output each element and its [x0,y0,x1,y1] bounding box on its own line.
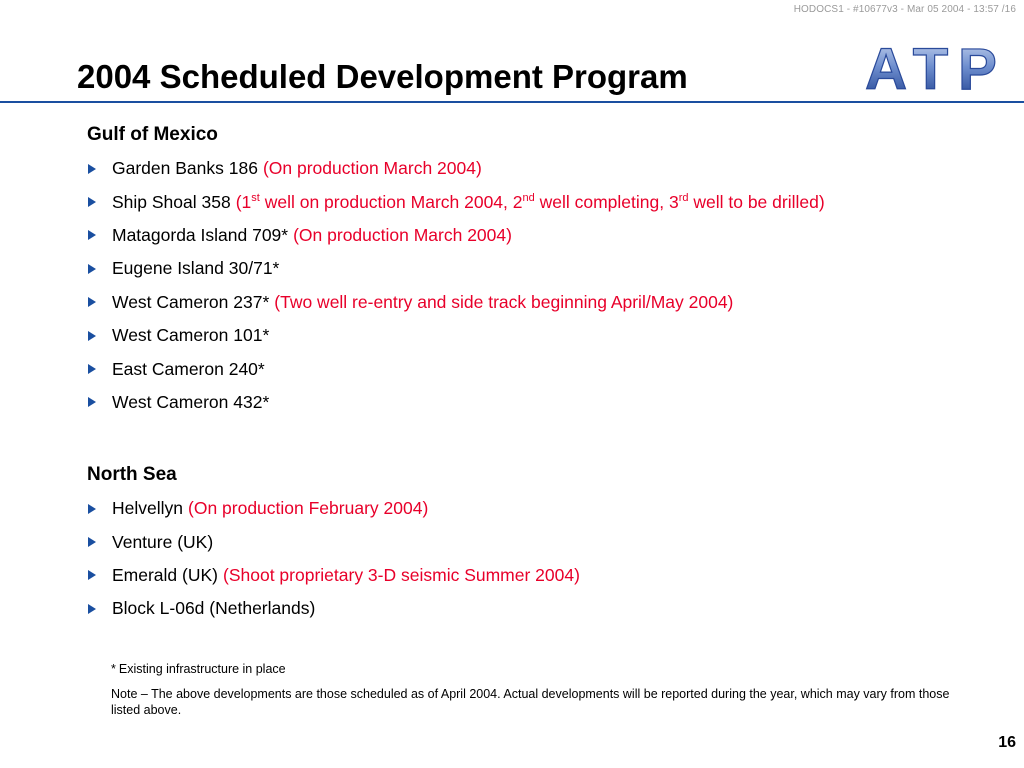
triangle-bullet-icon [88,264,96,274]
item-name: Garden Banks 186 [112,158,258,179]
list-item [87,559,580,592]
item-name: Eugene Island 30/71* [112,258,280,279]
triangle-bullet-icon [88,331,96,341]
item-note: (On production March 2004) [293,224,512,245]
item-name: Block L-06d (Netherlands) [112,598,316,619]
list-item [87,319,825,352]
list-item [87,386,825,419]
section-heading-gulf: Gulf of Mexico [87,124,218,145]
list-item [87,592,580,625]
item-name: Helvellyn [112,498,183,519]
list-item [87,525,580,558]
item-note: (On production March 2004) [262,158,482,179]
list-item [87,492,580,525]
page-number: 16 [998,734,1016,751]
atp-logo [852,40,1020,96]
title-divider [0,101,1024,103]
section-heading-north-sea: North Sea [87,464,177,485]
triangle-bullet-icon [88,230,96,240]
disclaimer-note: Note – The above developments are those scheduled as of April 2004. Actual developments will be reported during the year, which may vary from those listed above. [111,687,950,717]
item-name: Emerald (UK) [112,564,218,585]
list-item [87,286,825,319]
item-name: Matagorda Island 709* [112,224,289,245]
item-note: (1st well on production March 2004, 2nd well completing, 3rd well to be drilled) [235,191,825,212]
item-note: (Shoot proprietary 3-D seismic Summer 2004) [223,564,580,585]
triangle-bullet-icon [88,537,96,547]
item-name: West Cameron 237* [112,291,270,312]
page-title: 2004 Scheduled Development Program [77,58,688,95]
item-name: West Cameron 432* [112,391,270,412]
triangle-bullet-icon [88,570,96,580]
triangle-bullet-icon [88,604,96,614]
item-note: (Two well re-entry and side track beginning April/May 2004) [274,291,734,312]
list-item [87,185,825,218]
document-id: HODOCS1 - #10677v3 - Mar 05 2004 - 13:57 /16 [793,4,1016,15]
item-note: (On production February 2004) [188,498,429,519]
gulf-list [87,152,825,419]
triangle-bullet-icon [88,197,96,207]
item-name: East Cameron 240* [112,358,265,379]
item-name: West Cameron 101* [112,325,270,346]
footnote [111,662,286,676]
list-item [87,219,825,252]
list-item [87,352,825,385]
triangle-bullet-icon [88,364,96,374]
triangle-bullet-icon [88,504,96,514]
item-name: Venture (UK) [112,531,214,552]
item-name: Ship Shoal 358 [112,191,231,212]
footnote-marker: * [111,662,116,676]
triangle-bullet-icon [88,397,96,407]
triangle-bullet-icon [88,297,96,307]
list-item [87,152,825,185]
footnote-text: Existing infrastructure in place [118,662,286,676]
north-sea-list [87,492,580,626]
list-item [87,252,825,285]
logo-text: ATP [865,40,1007,96]
triangle-bullet-icon [88,164,96,174]
